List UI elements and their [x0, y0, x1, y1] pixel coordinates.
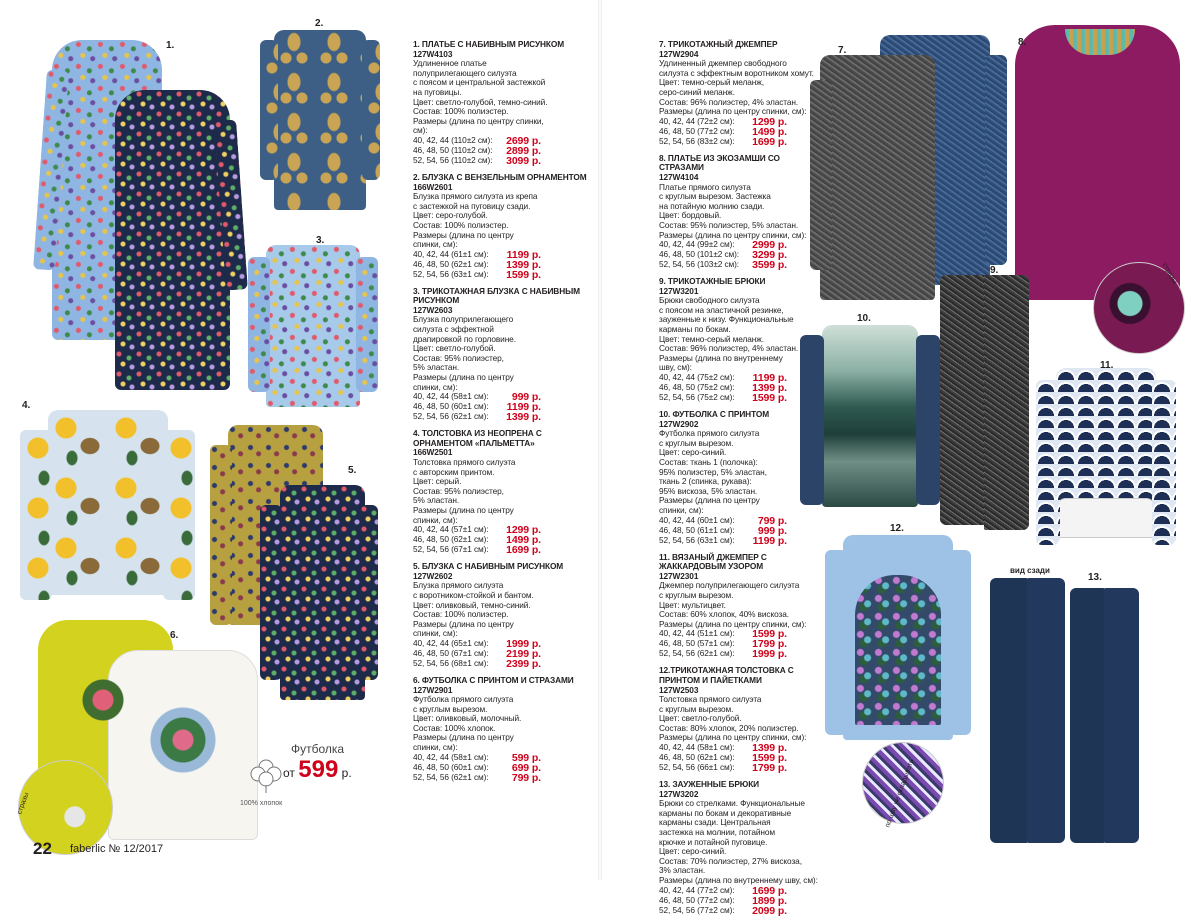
price: 1199 р. — [752, 372, 787, 385]
size-price-row — [659, 536, 787, 546]
number-7: 7. — [838, 45, 847, 56]
blouse-light-sleeve-r — [356, 257, 378, 392]
price: 1499 р. — [506, 534, 541, 547]
size-range: 52, 54, 56 (62±1 см): — [659, 648, 735, 659]
price: 1399 р. — [506, 411, 541, 424]
price: 599 р. — [511, 751, 541, 764]
product-13-image[interactable] — [990, 578, 1140, 848]
product-title: 8. ПЛАТЬЕ ИЗ ЭКОЗАМШИ СО СТРАЗАМИ — [659, 152, 780, 173]
size-range: 46, 48, 50 (62±1 см): — [413, 534, 489, 545]
cotton-badge: 100% хлопок — [240, 800, 283, 807]
product-description: Футболка прямого силуэта с круглым вырезом. Цвет: серо-синий. Состав: ткань 1 (полочка): 95% полиэстер, 5% эластан, ткань 2 (спинка, рукава): 95% вискоза, 5% эластан. — [659, 428, 767, 496]
promo-prefix: от — [283, 766, 295, 780]
price: 2999 р. — [752, 239, 787, 252]
size-range: 52, 54, 56 (75±2 см): — [659, 392, 735, 403]
product-title: 5. БЛУЗКА С НАБИВНЫМ РИСУНКОМ — [413, 561, 564, 572]
product-11-image[interactable] — [1036, 368, 1176, 548]
product-entry — [413, 40, 593, 166]
product-entry — [413, 562, 593, 669]
product-description: Блузка полуприлегающего силуэта с эффектной драпировкой по горловине. Цвет: светло-голубой. Состав: 95% полиэстер, 5% эластан. — [413, 314, 516, 373]
size-range: 40, 42, 44 (61±1 см): — [413, 248, 489, 259]
product-entry — [659, 666, 819, 773]
promo-block — [283, 742, 352, 784]
size-range: 52, 54, 56 (110±2 см): — [413, 154, 493, 165]
size-range: 40, 42, 44 (72±2 см): — [659, 115, 735, 126]
number-10: 10. — [857, 313, 871, 324]
size-range: 40, 42, 44 (65±1 см): — [413, 637, 489, 648]
sweatshirt-light-sleeve-r — [949, 550, 971, 735]
sizes-heading: Размеры (длина по центру спинки, см): — [659, 229, 807, 240]
page-number: 22 — [33, 839, 52, 858]
price: 2899 р. — [506, 144, 541, 157]
sizes-heading: Размеры (длина по центру спинки, см): — [413, 504, 514, 525]
brand-issue: faberlic № 12/2017 — [70, 843, 164, 855]
size-range: 40, 42, 44 (58±1 см): — [413, 751, 489, 762]
pleats-callout: по шву не складывать — [884, 758, 916, 829]
price: 1399 р. — [752, 742, 787, 755]
promo-label: Футболка — [291, 742, 345, 756]
size-price-row — [413, 659, 541, 669]
number-11: 11. — [1100, 360, 1114, 371]
size-range: 52, 54, 56 (62±1 см): — [413, 411, 489, 422]
size-range: 46, 48, 50 (110±2 см): — [413, 144, 493, 155]
blouse-light-sleeve-l — [248, 257, 270, 392]
size-range: 46, 48, 50 (62±1 см): — [659, 752, 735, 763]
number-5: 5. — [348, 465, 357, 476]
product-description: Блузка прямого силуэта с воротником-стойкой и бантом. Цвет: оливковый, темно-синий. Состав: 100% полиэстер. — [413, 580, 534, 620]
size-range: 52, 54, 56 (63±1 см): — [659, 534, 735, 545]
product-10-image[interactable] — [800, 325, 940, 510]
price: 3599 р. — [752, 259, 787, 272]
price: 1199 р. — [752, 534, 787, 547]
jumper-jacquard-sleeve-r — [1152, 380, 1176, 545]
price: 1599 р. — [752, 392, 787, 405]
product-title: 3. ТРИКОТАЖНАЯ БЛУЗКА С НАБИВНЫМ РИСУНКОМ — [413, 285, 580, 306]
product-code: 127W2603 — [413, 304, 453, 315]
price: 1699 р. — [752, 884, 787, 897]
size-range: 52, 54, 56 (103±2 см): — [659, 259, 740, 270]
blouse-navy-sleeve-r — [360, 505, 378, 680]
size-price-row — [659, 137, 787, 147]
size-range: 46, 48, 50 (57±1 см): — [659, 638, 735, 649]
sizes-heading: Размеры (длина по центру спинки, см): — [659, 495, 760, 515]
price: 799 р. — [511, 771, 541, 784]
price: 1999 р. — [506, 637, 541, 650]
product-code: 127W2904 — [659, 48, 699, 59]
price: 1299 р. — [752, 115, 787, 128]
price: 1399 р. — [752, 382, 787, 395]
price: 999 р. — [511, 391, 541, 404]
strass-callout-right: стразы — [1160, 261, 1179, 286]
sizes-heading: Размеры (длина по центру спинки, см): — [659, 106, 807, 117]
product-title: 10. ФУТБОЛКА С ПРИНТОМ — [659, 409, 770, 420]
tshirt-forest-sleeve-r — [916, 335, 940, 505]
product-code: 127W2902 — [659, 418, 699, 429]
size-price-row — [659, 260, 787, 270]
product-2-image[interactable] — [260, 30, 380, 215]
trousers-navy-front-right — [1104, 588, 1139, 843]
price: 2699 р. — [506, 134, 541, 147]
product-entry — [659, 40, 819, 147]
jumper-grey — [820, 55, 935, 300]
price: 1599 р. — [752, 628, 787, 641]
product-title: 6. ФУТБОЛКА С ПРИНТОМ И СТРАЗАМИ — [413, 674, 574, 685]
right-description-column — [659, 40, 819, 923]
size-range: 52, 54, 56 (66±1 см): — [659, 762, 735, 773]
size-price-row — [413, 270, 541, 280]
sizes-heading: Размеры (длина по центру спинки, см): — [413, 372, 514, 392]
left-page — [0, 0, 600, 880]
sweatshirt-sleeve-l — [20, 430, 52, 600]
jumper-grey-sleeve — [810, 80, 832, 270]
price: 1799 р. — [752, 638, 787, 651]
price: 1299 р. — [506, 524, 541, 537]
sizes-heading: Размеры (длина по внутреннему шву, см): — [659, 875, 818, 885]
product-description: Брюки свободного силуэта с поясом на эластичной резинке, зауженные к низу. Функциональные карманы по бокам. Цвет: темно-серый меланж. Состав: 96% полиэстер, 4% эластан. — [659, 295, 799, 354]
sizes-heading: Размеры (длина по внутреннему шву, см): — [659, 352, 783, 373]
product-code: 166W2501 — [413, 447, 453, 458]
trousers-grey-right-leg — [984, 275, 1029, 530]
tshirt-olive-print — [73, 670, 133, 730]
dress-burgundy — [1015, 25, 1180, 300]
product-code: 127W2901 — [413, 684, 453, 695]
product-entry — [659, 410, 819, 546]
number-6: 6. — [170, 630, 179, 641]
product-description: Джемпер полуприлегающего силуэта с круглым вырезом. Цвет: мультицвет. Состав: 60% хлопок, 40% вискоза. — [659, 580, 800, 620]
product-title: 9. ТРИКОТАЖНЫЕ БРЮКИ — [659, 276, 766, 287]
size-price-row — [659, 393, 787, 403]
sweatshirt-light-sleeve-l — [825, 550, 847, 735]
promo-currency: р. — [341, 766, 352, 780]
size-range: 46, 48, 50 (77±2 см): — [659, 894, 735, 905]
promo-price-line — [283, 756, 352, 784]
blouse-baroque — [274, 30, 366, 210]
size-range: 40, 42, 44 (77±2 см): — [659, 884, 735, 895]
product-3-image[interactable] — [248, 245, 378, 410]
size-price-row — [413, 545, 541, 555]
product-entry — [659, 780, 819, 916]
product-title: 1. ПЛАТЬЕ С НАБИВНЫМ РИСУНКОМ — [413, 39, 565, 49]
blouse-baroque-sleeve-l — [260, 40, 278, 180]
product-title: 7. ТРИКОТАЖНЫЙ ДЖЕМПЕР — [659, 39, 778, 49]
price: 2199 р. — [506, 647, 541, 660]
product-code: 127W3201 — [659, 285, 699, 296]
product-code: 127W2602 — [413, 570, 453, 581]
number-9: 9. — [990, 265, 999, 276]
number-4: 4. — [22, 400, 31, 411]
product-description: Удлиненный джемпер свободного силуэта с эффектным воротником хомут. Цвет: темно-серый меланж, серо-синий меланж. Состав: 96% полиэстер, 4% эластан. — [659, 58, 814, 107]
price: 1699 р. — [506, 544, 541, 557]
price: 799 р. — [757, 514, 787, 527]
size-range: 46, 48, 50 (62±1 см): — [413, 258, 489, 269]
number-1: 1. — [166, 40, 175, 51]
left-description-column — [413, 40, 593, 790]
product-entry — [413, 173, 593, 280]
product-description: Футболка прямого силуэта с круглым вырезом. Цвет: оливковый, молочный. Состав: 100% хлопок. — [413, 694, 522, 733]
product-entry — [659, 154, 819, 270]
price: 1499 р. — [752, 125, 787, 138]
product-description: Брюки со стрелками. Функциональные карманы по бокам и декоративные карманы сзади. Центральная застежка на молнии, потайном крючке и потайной пуговице. Цвет: серо-синий. Состав: 70% полиэстер, 27% вискоза, 3% эластан. — [659, 798, 805, 876]
product-title: 12.ТРИКОТАЖНАЯ ТОЛСТОВКА С ПРИНТОМ И ПАЙЕТКАМИ — [659, 665, 794, 685]
trousers-grey-left-leg — [940, 275, 985, 525]
number-8: 8. — [1018, 37, 1027, 48]
size-range: 40, 42, 44 (57±1 см): — [413, 524, 489, 535]
dress-navy — [115, 90, 230, 390]
blouse-olive-sleeve — [210, 445, 232, 625]
back-view-label: вид сзади — [1010, 566, 1050, 575]
product-title: 11. ВЯЗАНЫЙ ДЖЕМПЕР С ЖАККАРДОВЫМ УЗОРОМ — [659, 551, 767, 572]
size-range: 52, 54, 56 (68±1 см): — [413, 657, 489, 668]
size-price-row — [413, 773, 541, 783]
product-code: 127W2503 — [659, 684, 699, 695]
product-12-image[interactable] — [825, 535, 970, 745]
price: 1399 р. — [506, 258, 541, 271]
price: 1799 р. — [752, 762, 787, 775]
size-range: 40, 42, 44 (75±2 см): — [659, 372, 735, 383]
product-code: 127W4103 — [413, 48, 453, 59]
number-13: 13. — [1088, 572, 1102, 583]
tshirt-forest-print — [822, 325, 918, 507]
product-code: 127W2301 — [659, 570, 699, 581]
product-title: 13. ЗАУЖЕННЫЕ БРЮКИ — [659, 779, 760, 790]
blouse-navy — [280, 485, 365, 700]
number-2: 2. — [315, 18, 324, 29]
product-9-image[interactable] — [940, 275, 1030, 530]
product-description: Толстовка прямого силуэта с авторским принтом. Цвет: серый. Состав: 95% полиэстер, 5% эластан. — [413, 457, 516, 506]
product-4-image[interactable] — [20, 410, 195, 605]
trousers-navy-back-right — [1027, 578, 1065, 843]
number-12: 12. — [890, 523, 904, 534]
trousers-navy-back-left — [990, 578, 1028, 843]
sweatshirt-sequin-panel — [855, 575, 941, 725]
size-range: 46, 48, 50 (77±2 см): — [659, 125, 735, 136]
price: 1199 р. — [506, 401, 541, 414]
sweatshirt-palmetta — [48, 410, 168, 595]
price: 3299 р. — [752, 249, 787, 262]
product-code: 127W4104 — [659, 171, 699, 182]
size-range: 52, 54, 56 (83±2 см): — [659, 135, 735, 146]
product-code: 127W3202 — [659, 788, 699, 799]
price: 1999 р. — [752, 648, 787, 661]
size-price-row — [413, 156, 541, 166]
size-range: 52, 54, 56 (62±1 см): — [413, 771, 489, 782]
price: 1599 р. — [752, 752, 787, 765]
size-range: 46, 48, 50 (61±1 см): — [659, 524, 735, 535]
size-range: 52, 54, 56 (63±1 см): — [413, 268, 489, 279]
price: 2399 р. — [506, 657, 541, 670]
product-7-image[interactable] — [810, 25, 1005, 300]
product-code: 166W2601 — [413, 181, 453, 192]
sizes-heading: Размеры (длина по центру спинки, см): — [413, 229, 514, 250]
price: 999 р. — [757, 524, 787, 537]
size-price-row — [659, 649, 787, 659]
price: 1699 р. — [752, 135, 787, 148]
price: 699 р. — [511, 761, 541, 774]
price: 1899 р. — [752, 894, 787, 907]
price: 1599 р. — [506, 268, 541, 281]
size-range: 40, 42, 44 (58±1 см): — [659, 742, 735, 753]
product-entry — [659, 277, 819, 403]
size-range: 40, 42, 44 (58±1 см): — [413, 391, 489, 402]
size-range: 40, 42, 44 (60±1 см): — [659, 514, 735, 525]
size-range: 46, 48, 50 (60±1 см): — [413, 401, 489, 412]
trousers-navy-front-left — [1070, 588, 1105, 843]
product-description: Толстовка прямого силуэта с круглым вырезом. Цвет: светло-голубой. Состав: 80% хлопок, 20% полиэстер. — [659, 694, 799, 733]
blouse-baroque-sleeve-r — [362, 40, 380, 180]
size-range: 40, 42, 44 (110±2 см): — [413, 134, 493, 145]
size-price-row — [413, 412, 541, 422]
tshirt-print — [143, 700, 223, 780]
size-price-row — [659, 763, 787, 773]
price: 3099 р. — [506, 154, 541, 167]
jumper-white-hem — [1056, 498, 1156, 538]
product-entry — [413, 287, 593, 423]
product-entry — [413, 676, 593, 783]
jumper-jacquard-sleeve-l — [1036, 380, 1060, 545]
size-range: 40, 42, 44 (99±2 см): — [659, 239, 735, 250]
product-entry — [413, 429, 593, 555]
size-range: 46, 48, 50 (75±2 см): — [659, 382, 735, 393]
product-1-image[interactable] — [40, 40, 240, 390]
strass-callout-left: стразы — [16, 791, 31, 816]
product-description: Удлиненное платье полуприлегающего силуэта с поясом и центральной застежкой на пуговицы. Цвет: светло-голубой, темно-синий. Состав: 100% полиэстер. — [413, 58, 548, 117]
blouse-light-blue — [266, 245, 360, 407]
size-range: 46, 48, 50 (67±1 см): — [413, 647, 489, 658]
size-range: 52, 54, 56 (77±2 см): — [659, 904, 735, 915]
sizes-heading: Размеры (длина по центру спинки, см): — [413, 732, 514, 753]
jumper-blue-sleeve — [985, 55, 1007, 265]
promo-price: 599 — [298, 756, 339, 783]
size-range: 52, 54, 56 (67±1 см): — [413, 544, 489, 555]
sizes-heading: Размеры (длина по центру спинки, см): — [413, 115, 544, 136]
sizes-heading: Размеры (длина по центру спинки, см): — [659, 618, 807, 629]
tshirt-forest-sleeve-l — [800, 335, 824, 505]
product-description: Платье прямого силуэта с круглым вырезом. Застежка на потайную молнию сзади. Цвет: бордовый. Состав: 95% полиэстер, 5% эластан. — [659, 181, 799, 230]
product-entry — [659, 553, 819, 660]
size-range: 46, 48, 50 (101±2 см): — [659, 249, 740, 260]
product-title: 2. БЛУЗКА С ВЕНЗЕЛЬНЫМ ОРНАМЕНТОМ — [413, 171, 587, 182]
number-3: 3. — [316, 235, 325, 246]
price: 2099 р. — [752, 904, 787, 917]
size-range: 40, 42, 44 (51±1 см): — [659, 628, 735, 639]
size-range: 46, 48, 50 (60±1 см): — [413, 761, 489, 772]
price: 1199 р. — [506, 248, 541, 261]
cotton-icon — [247, 755, 285, 793]
blouse-navy-sleeve-l — [260, 505, 282, 680]
product-description: Блузка прямого силуэта из крепа с застежкой на пуговицу сзади. Цвет: серо-голубой. Состав: 100% полиэстер. — [413, 191, 538, 230]
product-title: 4. ТОЛСТОВКА ИЗ НЕОПРЕНА С ОРНАМЕНТОМ «ПАЛЬМЕТТА» — [413, 428, 542, 448]
size-price-row — [659, 906, 787, 916]
sizes-heading: Размеры (длина по центру спинки, см): — [659, 732, 807, 743]
right-page — [600, 0, 1200, 917]
sizes-heading: Размеры (длина по центру спинки, см): — [413, 618, 514, 639]
sweatshirt-sleeve-r — [163, 430, 195, 600]
